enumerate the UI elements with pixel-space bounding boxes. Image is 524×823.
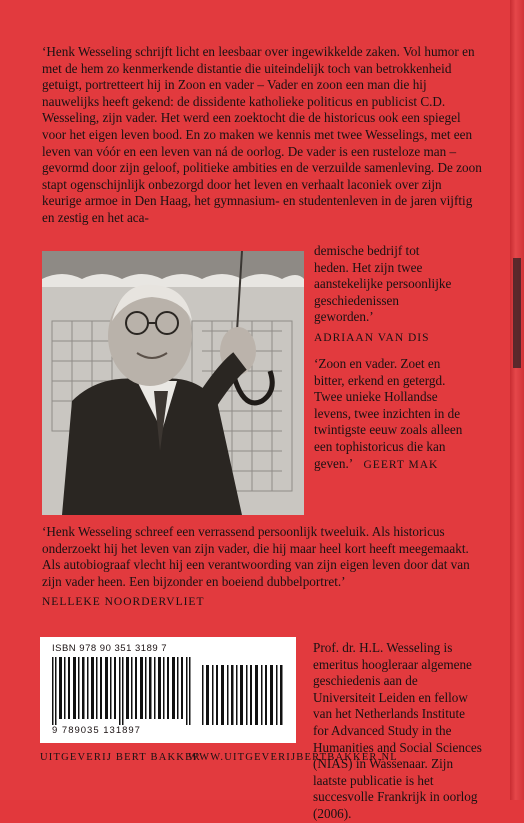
attribution-geert-mak: GEERT MAK — [363, 458, 439, 471]
author-photo — [42, 251, 304, 515]
author-photo-illustration — [42, 251, 304, 515]
attribution-adriaan-van-dis: ADRIAAN VAN DIS — [314, 331, 430, 344]
publisher-name: UITGEVERIJ BERT BAKKER — [40, 752, 201, 763]
barcode-addon-bars — [202, 657, 286, 725]
blurb-geert-mak-text: ‘Zoon en vader. Zoet en bitter, erkend en getergd. Twee unieke Hollandse levens, twee inzichten in de twintigste eeuw zoals alleen een tophistoricus die kan geven.’ — [314, 356, 463, 471]
blurb-adriaan-van-dis-end — [314, 243, 454, 347]
publisher-website: WWW.UITGEVERIJBERTBAKKER.NL — [188, 752, 398, 763]
blurb-nelleke-noordervliet-text: ‘Henk Wesseling schreef een verrassend persoonlijk tweeluik. Als historicus onderzoekt hij het leven van zijn vader, die hij maar heel kort heeft meegemaakt. Als autobiograaf vlecht hij een verantwoording van zijn eigen leven door dat van zijn vader heen. Een bijzonder en boeiend dubbelportret.’ — [42, 524, 470, 589]
blurb-geert-mak — [314, 356, 464, 473]
author-bio: Prof. dr. H.L. Wesseling is emeritus hoogleraar algemene geschiedenis aan de Universiteit Leiden en fellow van het Netherlands Institute for Advanced Study in the Humanities and Social Sciences (NIAS) in Wassenaar. Zijn laatste publicatie is het succesvolle Frankrijk in oorlog (2006). — [313, 640, 482, 821]
blurb-adriaan-van-dis: ‘Henk Wesseling schrijft licht en leesbaar over ingewikkelde zaken. Vol humor en met de hem zo kenmerkende distantie die uiteindelijk toch van betrokkenheid getuigt, portretteert hij in Zoon en vader – Vader en zoon een man die hij nauwelijks heeft gekend: de dissidente katholieke politicus en publicist C.D. Wesseling, zijn vader. Het werd een zoektocht die de historicus ook een spiegel voor het eigen leven bood. En zo maken we kennis met twee Wesselings, met een leven van vóór en een leven van ná de oorlog. De vader is een rusteloze man – gevormd door zijn geloof, politieke ambities en de verzuilde samenleving. De zoon stapt ogenschijnlijk onbezorgd door het leven en verhaalt laconiek over zijn keurige armoe in Den Haag, het gymnasium- en studentenleven in de jaren vijftig en zestig en het aca- — [42, 44, 482, 225]
attribution-nelleke-noordervliet: NELLEKE NOORDERVLIET — [42, 596, 205, 609]
barcode-main-bars — [52, 657, 192, 725]
isbn-digits: 9 789035 131897 — [52, 725, 141, 736]
book-spine — [510, 0, 524, 800]
isbn-label: ISBN 978 90 351 3189 7 — [52, 643, 168, 654]
spine-photo-strip — [513, 258, 521, 368]
isbn-barcode — [40, 637, 296, 743]
blurb-adriaan-van-dis-continued: demische bedrijf tot heden. Het zijn twee aanstekelijke persoonlijke geschiedenissen geworden.’ — [314, 243, 452, 325]
blurb-nelleke-noordervliet — [42, 524, 482, 611]
